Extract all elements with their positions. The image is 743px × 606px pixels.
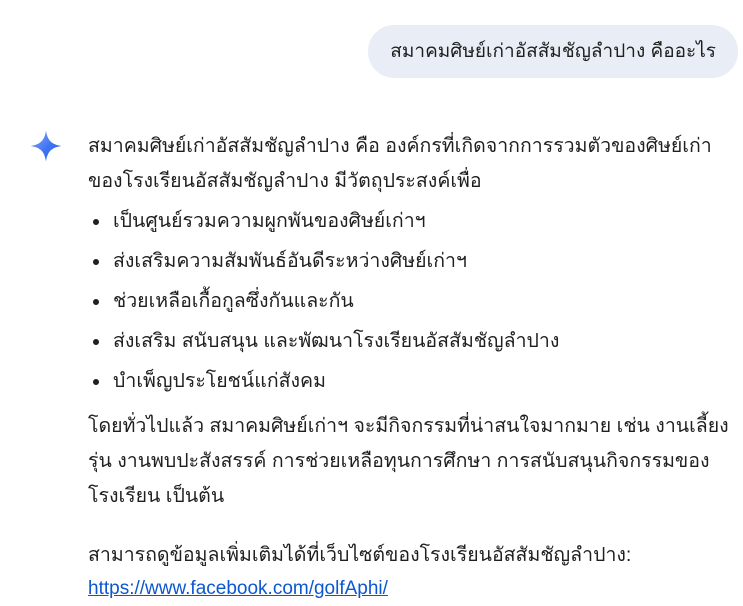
list-item: • ช่วยเหลือเกื้อกูลซึ่งกันและกัน — [111, 287, 736, 315]
user-message-text: สมาคมศิษย์เก่าอัสสัมชัญลำปาง คืออะไร — [390, 41, 716, 62]
facebook-link[interactable]: https://www.facebook.com/golfAphi/ — [88, 578, 388, 599]
more-info-paragraph — [88, 538, 736, 606]
list-item: • ส่งเสริม สนับสนุน และพัฒนาโรงเรียนอัสสัมชัญลำปาง — [111, 327, 736, 355]
list-item: • เป็นศูนย์รวมความผูกพันของศิษย์เก่าฯ — [111, 207, 736, 235]
assistant-message-body — [88, 129, 736, 606]
list-item: • บำเพ็ญประโยชน์แก่สังคม — [111, 367, 736, 395]
intro-paragraph: สมาคมศิษย์เก่าอัสสัมชัญลำปาง คือ องค์กรที่เกิดจากการรวมตัวของศิษย์เก่าของโรงเรียนอัสสัมชัญลำปาง มีวัตถุประสงค์เพื่อ — [88, 135, 712, 192]
gemini-sparkle-icon — [30, 130, 62, 162]
assistant-message — [30, 129, 736, 606]
user-message-bubble — [368, 25, 738, 78]
objectives-list — [88, 207, 736, 395]
activities-paragraph: โดยทั่วไปแล้ว สมาคมศิษย์เก่าฯ จะมีกิจกรรมที่น่าสนใจมากมาย เช่น งานเลี้ยงรุ่น งานพบปะสังสรรค์ การช่วยเหลือทุนการศึกษา การสนับสนุนกิจกรรมของโรงเรียน เป็นต้น — [88, 415, 729, 507]
more-info-text: สามารถดูข้อมูลเพิ่มเติมได้ที่เว็บไซต์ของโรงเรียนอัสสัมชัญลำปาง: — [88, 544, 632, 566]
list-item: • ส่งเสริมความสัมพันธ์อันดีระหว่างศิษย์เก่าฯ — [111, 247, 736, 275]
